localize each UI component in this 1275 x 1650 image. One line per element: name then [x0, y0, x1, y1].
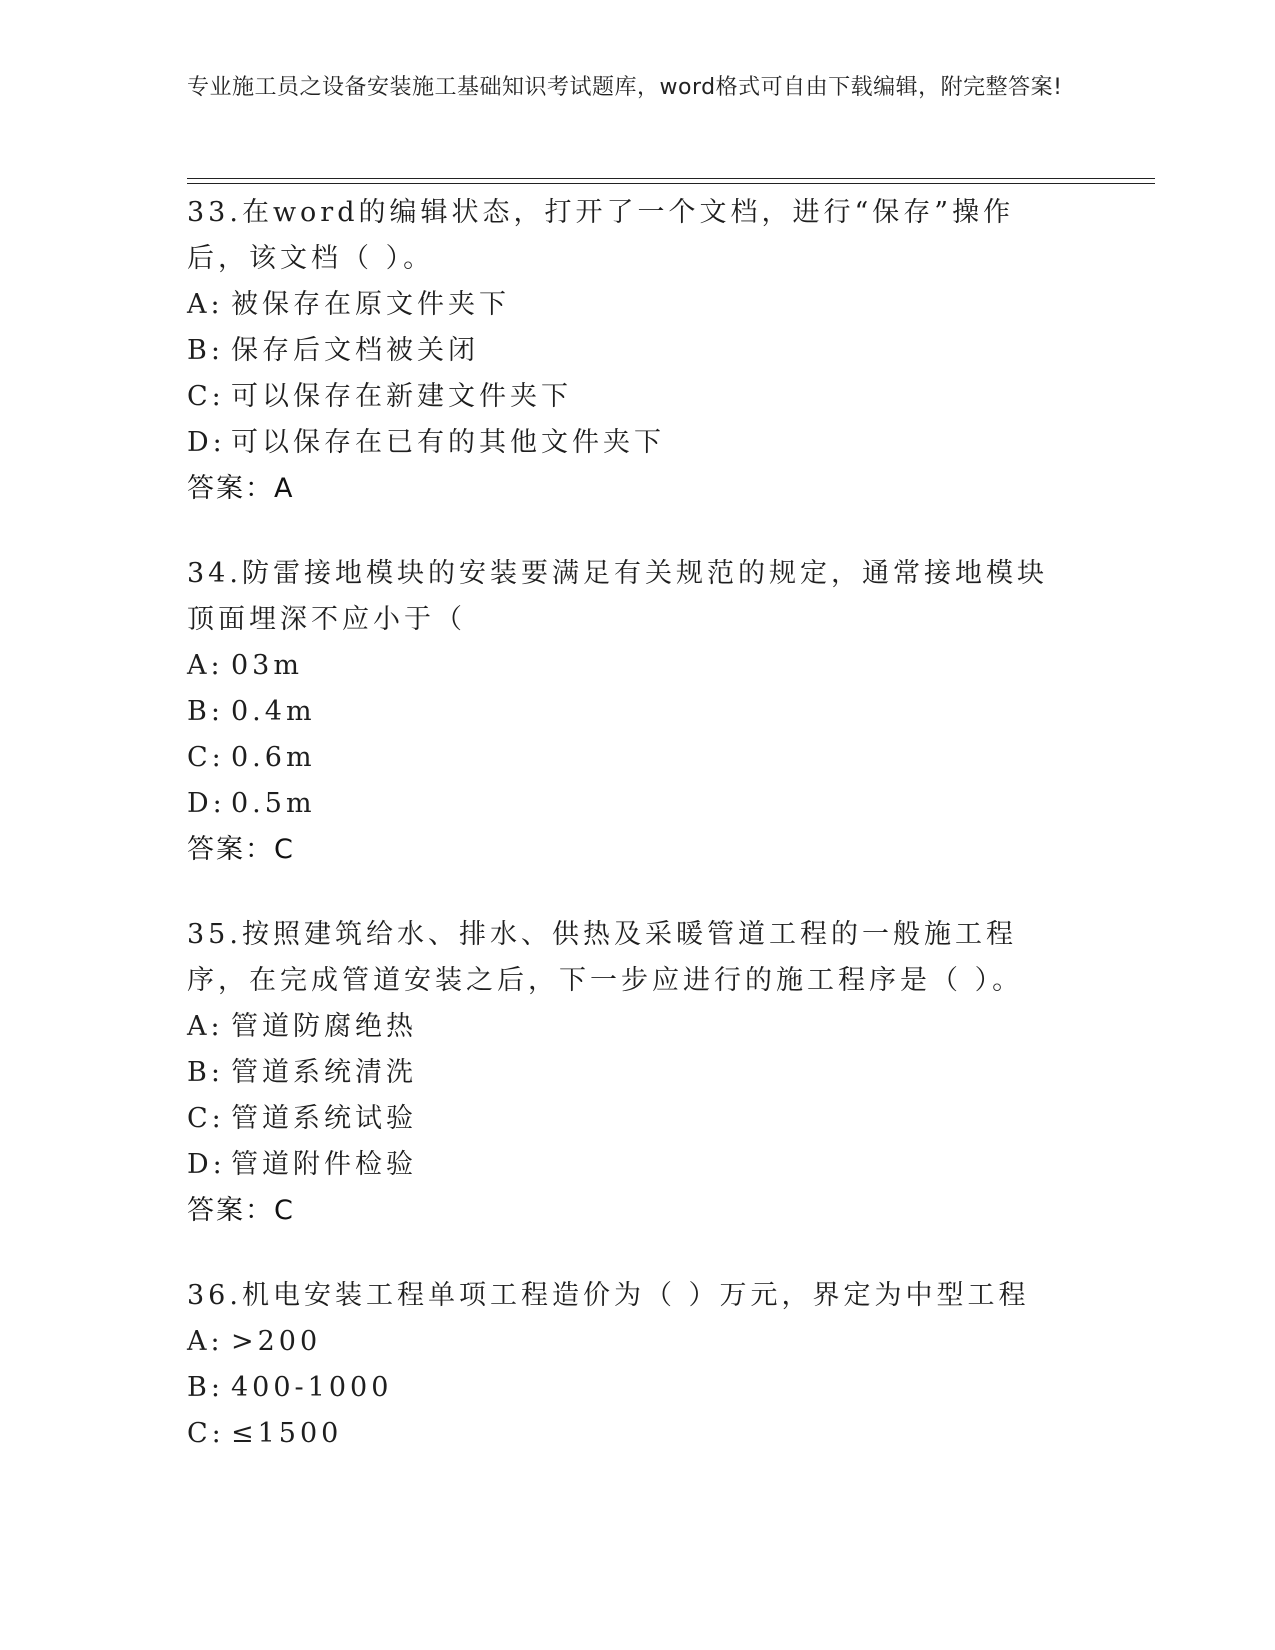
option-b — [187, 1365, 1087, 1411]
option-text: 可以保存在已有的其他文件夹下 — [231, 427, 665, 458]
option-key: D: — [187, 788, 226, 819]
option-key: B: — [187, 1057, 224, 1088]
header-divider-top — [187, 178, 1155, 179]
question-list — [187, 190, 1087, 1496]
option-key: B: — [187, 696, 224, 727]
option-d — [187, 1142, 1087, 1188]
option-key: A: — [187, 1011, 224, 1042]
option-text: 保存后文档被关闭 — [231, 335, 479, 366]
answer-line: 答案：C — [187, 1195, 295, 1226]
answer-line: 答案：A — [187, 473, 295, 504]
option-key: C: — [187, 1418, 225, 1449]
option-key: B: — [187, 1372, 224, 1403]
question-stem: 35.按照建筑给水、排水、供热及采暖管道工程的一般施工程序，在完成管道安装之后，下一步应进行的施工程序是（ ）。 — [187, 919, 1024, 996]
option-d — [187, 781, 1087, 827]
option-b — [187, 328, 1087, 374]
option-text: 可以保存在新建文件夹下 — [231, 381, 572, 412]
option-text: ≤1500 — [231, 1418, 343, 1449]
option-c — [187, 735, 1087, 781]
option-text: 0.5m — [231, 788, 316, 819]
option-key: D: — [187, 427, 226, 458]
option-text: 03m — [231, 650, 303, 681]
option-text: >200 — [231, 1326, 322, 1357]
option-a — [187, 1004, 1087, 1050]
answer-line: 答案：C — [187, 834, 295, 865]
header-divider-bottom — [187, 183, 1155, 184]
option-key: A: — [187, 650, 224, 681]
option-text: 管道附件检验 — [231, 1149, 417, 1180]
option-c — [187, 1411, 1087, 1457]
option-text: 被保存在原文件夹下 — [231, 289, 510, 320]
option-key: D: — [187, 1149, 226, 1180]
document-header: 专业施工员之设备安装施工基础知识考试题库，word格式可自由下载编辑，附完整答案! — [187, 75, 1063, 100]
option-c — [187, 374, 1087, 420]
option-key: C: — [187, 742, 225, 773]
option-text: 400-1000 — [231, 1372, 393, 1403]
question-stem: 36.机电安装工程单项工程造价为（ ）万元，界定为中型工程 — [187, 1280, 1030, 1311]
option-a — [187, 1319, 1087, 1365]
option-key: C: — [187, 1103, 225, 1134]
option-b — [187, 1050, 1087, 1096]
question-stem: 33.在word的编辑状态，打开了一个文档，进行“保存”操作后，该文档（ ）。 — [187, 197, 1015, 274]
option-d — [187, 420, 1087, 466]
option-a — [187, 282, 1087, 328]
question-33 — [187, 190, 1087, 512]
question-stem: 34.防雷接地模块的安装要满足有关规范的规定，通常接地模块顶面埋深不应小于（ — [187, 558, 1048, 635]
option-key: A: — [187, 1326, 224, 1357]
option-text: 0.4m — [231, 696, 316, 727]
option-text: 管道系统试验 — [231, 1103, 417, 1134]
option-a — [187, 643, 1087, 689]
option-c — [187, 1096, 1087, 1142]
question-34 — [187, 551, 1087, 873]
option-text: 0.6m — [231, 742, 316, 773]
option-text: 管道防腐绝热 — [231, 1011, 417, 1042]
option-text: 管道系统清洗 — [231, 1057, 417, 1088]
option-key: A: — [187, 289, 224, 320]
option-b — [187, 689, 1087, 735]
question-36 — [187, 1273, 1087, 1457]
option-key: B: — [187, 335, 224, 366]
question-35 — [187, 912, 1087, 1234]
option-key: C: — [187, 381, 225, 412]
